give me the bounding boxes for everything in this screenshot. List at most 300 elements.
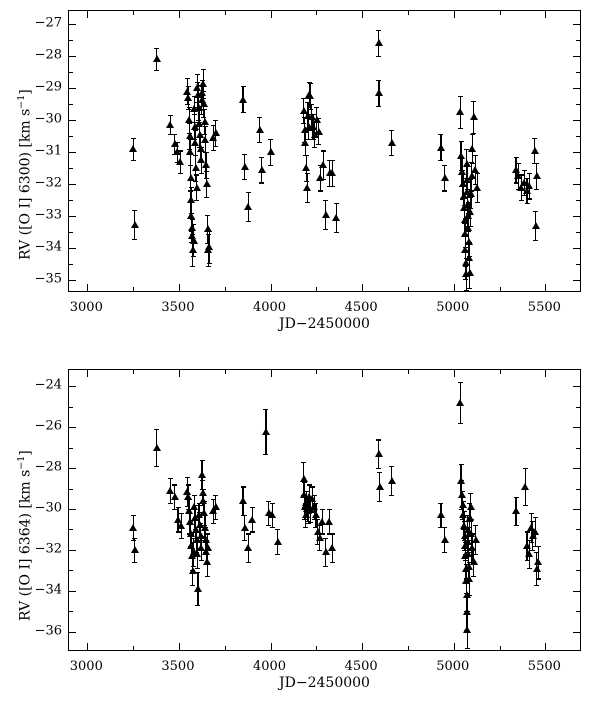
x-tick — [545, 284, 546, 291]
y-tick-label: −29 — [34, 79, 62, 95]
y-tick-minor — [69, 168, 73, 169]
error-bar-cap — [464, 165, 469, 166]
error-bar-cap — [246, 192, 251, 193]
error-bar-cap — [132, 538, 137, 539]
error-bar-cap — [533, 517, 538, 518]
error-bar-cap — [246, 221, 251, 222]
error-bar-cap — [327, 509, 332, 510]
error-bar-cap — [320, 509, 325, 510]
x-tick-minor — [133, 287, 134, 291]
marker-triangle — [463, 626, 471, 633]
error-bar-cap — [323, 200, 328, 201]
x-tick-label: 4000 — [252, 300, 287, 315]
x-tick-minor — [133, 11, 134, 15]
y-tick-minor — [69, 407, 73, 408]
marker-triangle — [456, 108, 464, 115]
error-bar-cap — [519, 200, 524, 201]
y-tick — [573, 88, 580, 89]
error-bar-cap — [263, 409, 268, 410]
y-tick-minor — [69, 136, 73, 137]
x-tick-minor — [316, 646, 317, 650]
x-tick-minor — [500, 287, 501, 291]
data-points-6364 — [69, 370, 580, 650]
error-bar-cap — [213, 495, 218, 496]
error-bar-cap — [191, 256, 196, 257]
error-bar-cap — [202, 501, 207, 502]
marker-triangle — [456, 399, 464, 406]
error-bar-cap — [473, 525, 478, 526]
error-bar-cap — [389, 495, 394, 496]
marker-triangle — [244, 203, 252, 210]
x-tick-label: 4500 — [344, 300, 378, 315]
error-bar-cap — [131, 160, 136, 161]
error-bar-cap — [530, 550, 535, 551]
error-bar-cap — [321, 179, 326, 180]
marker-triangle — [202, 161, 210, 168]
x-tick — [362, 370, 363, 377]
error-bar-cap — [168, 503, 173, 504]
error-bar-cap — [525, 203, 530, 204]
error-bar-cap — [211, 523, 216, 524]
marker-triangle — [244, 544, 252, 551]
error-bar-cap — [304, 155, 309, 156]
y-tick — [573, 184, 580, 185]
y-tick-minor — [576, 264, 580, 265]
error-bar-cap — [311, 114, 316, 115]
marker-triangle — [205, 243, 213, 250]
error-bar-cap — [154, 466, 159, 467]
error-bar-cap — [527, 173, 532, 174]
marker-triangle — [473, 184, 481, 191]
y-tick-minor — [576, 529, 580, 530]
error-bar-cap — [470, 134, 475, 135]
x-tick-minor — [408, 370, 409, 374]
error-bar-cap — [270, 527, 275, 528]
x-tick — [454, 11, 455, 18]
error-bar-cap — [132, 210, 137, 211]
error-bar-cap — [250, 531, 255, 532]
error-bar-cap — [334, 203, 339, 204]
x-tick-minor — [225, 370, 226, 374]
y-tick — [69, 509, 76, 510]
marker-triangle — [303, 184, 311, 191]
marker-triangle — [129, 524, 137, 531]
error-bar-cap — [442, 552, 447, 553]
error-bar-cap — [389, 466, 394, 467]
x-tick — [179, 11, 180, 18]
error-bar-cap — [200, 460, 205, 461]
marker-triangle — [199, 80, 207, 87]
y-tick — [573, 24, 580, 25]
y-tick-minor — [576, 611, 580, 612]
error-bar-cap — [438, 160, 443, 161]
error-bar-cap — [154, 429, 159, 430]
error-bar-cap — [308, 522, 313, 523]
panel-rv-6364 — [0, 359, 600, 719]
error-bar-cap — [308, 83, 313, 84]
error-bar-cap — [306, 523, 311, 524]
error-bar-cap — [376, 30, 381, 31]
marker-triangle — [131, 546, 139, 553]
y-tick-label: −24 — [34, 377, 62, 393]
error-bar-cap — [185, 78, 190, 79]
marker-triangle — [241, 524, 249, 531]
x-tick — [271, 284, 272, 291]
y-tick-label: −30 — [34, 500, 62, 516]
marker-triangle — [190, 237, 198, 244]
marker-triangle — [201, 136, 209, 143]
error-bar-cap — [459, 480, 464, 481]
error-bar-cap — [205, 533, 210, 534]
error-bar-cap — [241, 112, 246, 113]
error-bar-cap — [301, 462, 306, 463]
marker-triangle — [472, 536, 480, 543]
error-bar-cap — [189, 213, 194, 214]
x-tick — [454, 370, 455, 377]
error-bar-cap — [532, 138, 537, 139]
x-tick — [179, 643, 180, 650]
marker-triangle — [239, 497, 247, 504]
error-bar-cap — [536, 578, 541, 579]
error-bar-cap — [312, 495, 317, 496]
error-bar-cap — [460, 491, 465, 492]
error-bar-cap — [442, 190, 447, 191]
error-bar-cap — [330, 562, 335, 563]
error-bar-cap — [534, 163, 539, 164]
error-bar-cap — [186, 86, 191, 87]
x-tick-minor — [316, 11, 317, 15]
error-bar-cap — [376, 106, 381, 107]
marker-triangle — [375, 39, 383, 46]
error-bar-cap — [473, 155, 478, 156]
error-bar-cap — [242, 179, 247, 180]
error-bar-cap — [168, 115, 173, 116]
y-tick — [69, 591, 76, 592]
x-tick — [545, 370, 546, 377]
y-tick — [69, 632, 76, 633]
error-bar-cap — [250, 507, 255, 508]
error-bar-cap — [323, 538, 328, 539]
x-tick-minor — [133, 646, 134, 650]
y-tick — [69, 216, 76, 217]
error-bar-cap — [202, 515, 207, 516]
error-bar-cap — [194, 200, 199, 201]
marker-triangle — [468, 145, 476, 152]
error-bar-cap — [203, 126, 208, 127]
marker-triangle — [166, 121, 174, 128]
y-tick-label: −35 — [34, 271, 62, 287]
y-tick — [573, 280, 580, 281]
marker-triangle — [274, 538, 282, 545]
error-bar-cap — [213, 120, 218, 121]
error-bar-cap — [178, 150, 183, 151]
x-tick-minor — [316, 370, 317, 374]
plot-area-6300 — [68, 10, 581, 292]
error-bar-cap — [195, 572, 200, 573]
marker-triangle — [466, 269, 474, 276]
y-tick — [69, 280, 76, 281]
error-bar-cap — [460, 170, 465, 171]
error-bar-cap — [192, 114, 197, 115]
x-tick — [87, 643, 88, 650]
error-bar-cap — [376, 439, 381, 440]
marker-triangle — [248, 516, 256, 523]
y-tick-minor — [69, 232, 73, 233]
marker-triangle — [533, 172, 541, 179]
y-tick-label: −32 — [34, 175, 62, 191]
y-tick — [573, 386, 580, 387]
error-bar-cap — [302, 482, 307, 483]
marker-triangle — [153, 55, 161, 62]
marker-triangle — [262, 428, 270, 435]
marker-triangle — [328, 169, 336, 176]
marker-triangle — [194, 585, 202, 592]
x-tick-minor — [225, 11, 226, 15]
y-tick — [69, 152, 76, 153]
error-bar-cap — [257, 117, 262, 118]
error-bar-cap — [467, 595, 472, 596]
error-bar-cap — [464, 290, 469, 291]
error-bar-cap — [270, 503, 275, 504]
error-bar-cap — [305, 202, 310, 203]
y-tick-label: −30 — [34, 111, 62, 127]
error-bar-cap — [168, 478, 173, 479]
error-bar-cap — [191, 566, 196, 567]
error-bar-cap — [458, 382, 463, 383]
error-bar-cap — [206, 266, 211, 267]
marker-triangle — [332, 214, 340, 221]
y-tick-label: −31 — [34, 143, 62, 159]
x-tick — [454, 643, 455, 650]
marker-triangle — [129, 145, 137, 152]
error-bar-cap — [442, 527, 447, 528]
error-bar-cap — [172, 134, 177, 135]
x-tick — [271, 11, 272, 18]
marker-triangle — [437, 511, 445, 518]
x-tick-minor — [408, 11, 409, 15]
error-bar-cap — [334, 232, 339, 233]
error-bar-cap — [475, 202, 480, 203]
error-bar-cap — [131, 138, 136, 139]
error-bar-cap — [438, 134, 443, 135]
error-bar-cap — [178, 173, 183, 174]
x-tick-label: 5000 — [436, 300, 470, 315]
error-bar-cap — [201, 489, 206, 490]
error-bar-cap — [473, 554, 478, 555]
error-bar-cap — [522, 170, 527, 171]
error-bar-cap — [462, 511, 467, 512]
y-tick — [69, 386, 76, 387]
error-bar-cap — [204, 197, 209, 198]
y-tick — [573, 216, 580, 217]
error-bar-cap — [268, 139, 273, 140]
y-tick-minor — [69, 40, 73, 41]
marker-triangle — [306, 92, 314, 99]
error-bar-cap — [246, 562, 251, 563]
error-bar-cap — [467, 288, 472, 289]
error-bar-cap — [468, 208, 473, 209]
x-tick — [271, 643, 272, 650]
y-tick — [573, 509, 580, 510]
marker-triangle — [328, 544, 336, 551]
marker-triangle — [467, 503, 475, 510]
y-tick-minor — [576, 168, 580, 169]
marker-triangle — [267, 148, 275, 155]
error-bar-cap — [309, 104, 314, 105]
y-tick-minor — [69, 264, 73, 265]
y-tick-minor — [69, 104, 73, 105]
x-tick — [179, 370, 180, 377]
error-bar-cap — [179, 513, 184, 514]
error-bar-cap — [377, 501, 382, 502]
x-axis-label-6364: JD−2450000 — [279, 675, 370, 691]
marker-triangle — [204, 544, 212, 551]
error-bar-cap — [213, 519, 218, 520]
y-tick-minor — [576, 489, 580, 490]
error-bar-cap — [471, 133, 476, 134]
error-bar-cap — [376, 56, 381, 57]
x-tick-label: 3000 — [69, 300, 103, 315]
error-bar-cap — [189, 202, 194, 203]
error-bar-cap — [241, 486, 246, 487]
error-bar-cap — [318, 190, 323, 191]
marker-triangle — [302, 164, 310, 171]
y-tick-label: −26 — [34, 418, 62, 434]
x-tick-minor — [225, 287, 226, 291]
y-tick-minor — [576, 72, 580, 73]
marker-triangle — [388, 477, 396, 484]
error-bar-cap — [310, 486, 315, 487]
marker-triangle — [176, 158, 184, 165]
error-bar-cap — [467, 242, 472, 243]
x-tick-minor — [408, 287, 409, 291]
error-bar-cap — [461, 501, 466, 502]
marker-triangle — [521, 483, 529, 490]
error-bar-cap — [536, 546, 541, 547]
y-tick-minor — [576, 136, 580, 137]
error-bar-cap — [259, 157, 264, 158]
error-bar-cap — [468, 226, 473, 227]
error-bar-cap — [529, 513, 534, 514]
y-tick — [69, 88, 76, 89]
marker-triangle — [300, 475, 308, 482]
marker-triangle — [310, 503, 318, 510]
x-tick-minor — [316, 287, 317, 291]
marker-triangle — [153, 444, 161, 451]
x-axis-label-6300: JD−2450000 — [279, 316, 370, 332]
error-bar-cap — [154, 48, 159, 49]
y-axis-label-6300: RV ([O I] 6300) [km $s^{-1}$] — [16, 89, 34, 260]
error-bar-cap — [377, 472, 382, 473]
error-bar-cap — [458, 96, 463, 97]
x-tick — [87, 284, 88, 291]
marker-triangle — [268, 511, 276, 518]
error-bar-cap — [442, 165, 447, 166]
y-tick-label: −28 — [34, 47, 62, 63]
error-bar-cap — [516, 163, 521, 164]
error-bar-cap — [203, 527, 208, 528]
y-tick-minor — [576, 40, 580, 41]
error-bar-cap — [201, 91, 206, 92]
error-bar-cap — [195, 74, 200, 75]
y-tick — [69, 468, 76, 469]
error-bar-cap — [305, 173, 310, 174]
error-bar-cap — [465, 648, 470, 649]
error-bar-cap — [241, 86, 246, 87]
error-bar-cap — [330, 186, 335, 187]
error-bar-cap — [470, 533, 475, 534]
error-bar-cap — [323, 229, 328, 230]
error-bar-cap — [179, 538, 184, 539]
error-bar-cap — [132, 562, 137, 563]
error-bar-cap — [202, 109, 207, 110]
x-tick-minor — [225, 646, 226, 650]
error-bar-cap — [312, 147, 317, 148]
y-tick-label: −33 — [34, 207, 62, 223]
error-bar-cap — [389, 130, 394, 131]
y-tick-minor — [69, 570, 73, 571]
error-bar-cap — [263, 454, 268, 455]
error-bar-cap — [195, 605, 200, 606]
y-tick — [573, 248, 580, 249]
error-bar-cap — [193, 505, 198, 506]
error-bar-cap — [211, 150, 216, 151]
error-bar-cap — [330, 160, 335, 161]
error-bar-cap — [438, 503, 443, 504]
y-tick-minor — [69, 611, 73, 612]
error-bar-cap — [275, 529, 280, 530]
error-bar-cap — [514, 525, 519, 526]
y-tick-label: −34 — [34, 239, 62, 255]
error-bar-cap — [313, 503, 318, 504]
error-bar-cap — [307, 484, 312, 485]
marker-triangle — [315, 128, 323, 135]
x-tick-label: 3500 — [161, 300, 195, 315]
x-tick — [271, 370, 272, 377]
error-bar-cap — [389, 155, 394, 156]
x-tick-minor — [500, 11, 501, 15]
y-axis-label-6364: RV ([O I] 6364) [km $s^{-1}$] — [16, 450, 34, 621]
error-bar-cap — [527, 568, 532, 569]
marker-triangle — [375, 450, 383, 457]
x-tick-minor — [133, 370, 134, 374]
error-bar-cap — [303, 527, 308, 528]
y-tick-label: −28 — [34, 459, 62, 475]
x-tick — [454, 284, 455, 291]
marker-triangle — [470, 558, 478, 565]
marker-triangle — [375, 89, 383, 96]
marker-triangle — [177, 522, 185, 529]
error-bar-cap — [176, 507, 181, 508]
x-tick — [87, 370, 88, 377]
error-bar-cap — [533, 240, 538, 241]
error-bar-cap — [172, 484, 177, 485]
plot-area-6364 — [68, 369, 581, 651]
error-bar-cap — [534, 189, 539, 190]
marker-triangle — [388, 139, 396, 146]
error-bar-cap — [132, 239, 137, 240]
error-bar-cap — [199, 147, 204, 148]
error-bar-cap — [469, 519, 474, 520]
data-points-6300 — [69, 11, 580, 291]
error-bar-cap — [186, 484, 191, 485]
y-tick-minor — [576, 448, 580, 449]
y-tick — [69, 24, 76, 25]
marker-triangle — [203, 180, 211, 187]
marker-triangle — [531, 528, 539, 535]
x-tick — [545, 11, 546, 18]
error-bar-cap — [475, 173, 480, 174]
